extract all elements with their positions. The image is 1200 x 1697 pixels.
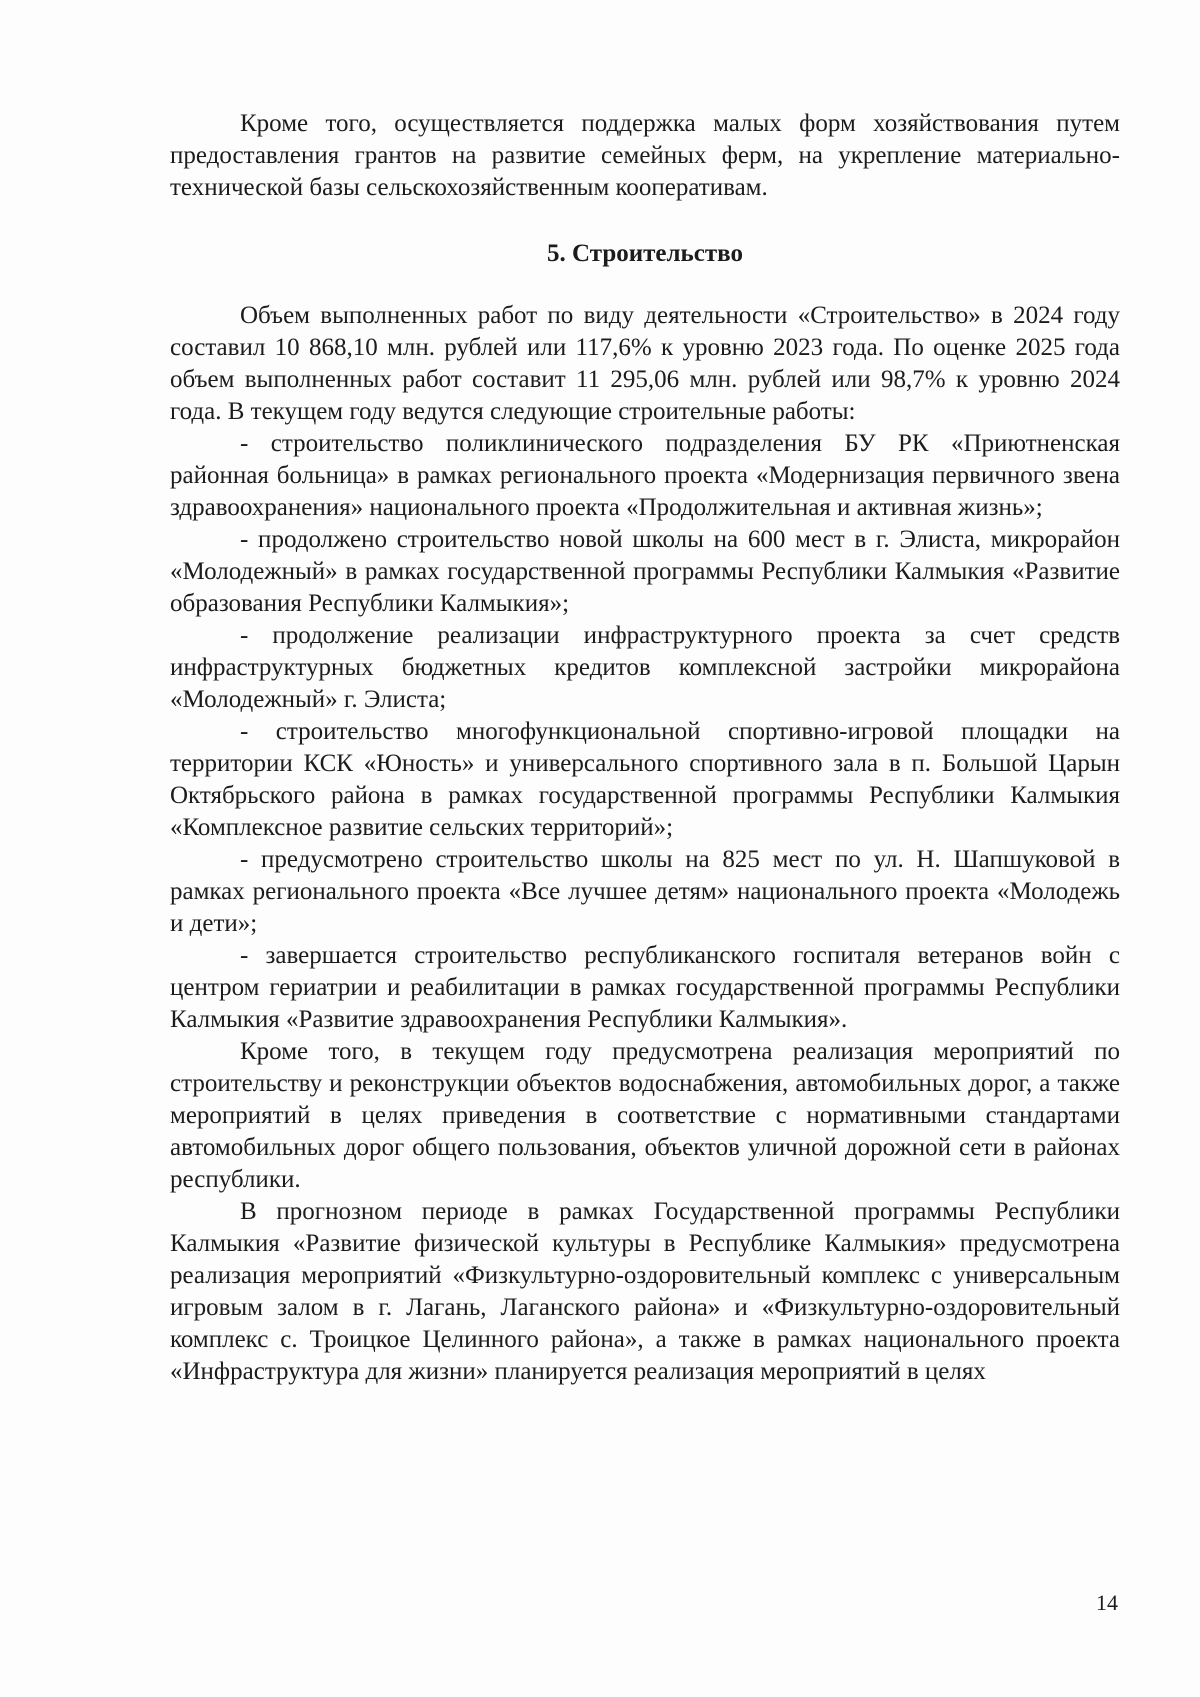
list-item-school-600: - продолжено строительство новой школы на 600 мест в г. Элиста, микрорайон «Молодежный» в рамках государственной программы Республики Калмыкия «Развитие образования Республики Калмыкия»; [170, 526, 1120, 617]
document-body [170, 108, 1120, 1388]
page-number: 14 [1096, 1590, 1118, 1615]
list-item-sports-ground: - строительство многофункциональной спортивно-игровой площадки на территории КСК «Юность» и универсального спортивного зала в п. Большой Царын Октябрьского района в рамках государственной программы Республики Калмыкия «Комплексное развитие сельских территорий»; [170, 718, 1120, 841]
section-heading: 5. Строительство [547, 240, 743, 267]
list-item-infrastructure: - продолжение реализации инфраструктурного проекта за счет средств инфраструктурных бюджетных кредитов комплексной застройки микрорайона «Молодежный» г. Элиста; [170, 622, 1120, 713]
paragraph-forecast: В прогнозном периоде в рамках Государственной программы Республики Калмыкия «Развитие физической культуры в Республике Калмыкия» предусмотрена реализация мероприятий «Физкультурно-оздоровительный комплекс с универсальным игровым залом в г. Лагань, Лаганского района» и «Физкультурно-оздоровительный комплекс с. Троицкое Целинного района», а также в рамках национального проекта «Инфраструктура для жизни» планируется реализация мероприятий в целях [170, 1198, 1120, 1385]
intro-paragraph: Кроме того, осуществляется поддержка малых форм хозяйствования путем предоставления грантов на развитие семейных ферм, на укрепление материально-технической базы сельскохозяйственным кооперативам. [170, 110, 1120, 201]
list-item-hospital: - завершается строительство республиканского госпиталя ветеранов войн с центром гериатрии и реабилитации в рамках государственной программы Республики Калмыкия «Развитие здравоохранения Республики Калмыкия». [170, 942, 1120, 1033]
paragraph-water-roads: Кроме того, в текущем году предусмотрена реализация мероприятий по строительству и реконструкции объектов водоснабжения, автомобильных дорог, а также мероприятий в целях приведения в соответствие с нормативными стандартами автомобильных дорог общего пользования, объектов уличной дорожной сети в районах республики. [170, 1038, 1120, 1193]
list-item-school-825: - предусмотрено строительство школы на 825 мест по ул. Н. Шапшуковой в рамках регионального проекта «Все лучшее детям» национального проекта «Молодежь и дети»; [170, 846, 1120, 937]
paragraph-volume: Объем выполненных работ по виду деятельности «Строительство» в 2024 году составил 10 868,10 млн. рублей или 117,6% к уровню 2023 года. По оценке 2025 года объем выполненных работ составит 11 295,06 млн. рублей или 98,7% к уровню 2024 года. В текущем году ведутся следующие строительные работы: [170, 302, 1120, 425]
list-item-clinic: - строительство поликлинического подразделения БУ РК «Приютненская районная больница» в рамках регионального проекта «Модернизация первичного звена здравоохранения» национального проекта «Продолжительная и активная жизнь»; [170, 430, 1120, 521]
